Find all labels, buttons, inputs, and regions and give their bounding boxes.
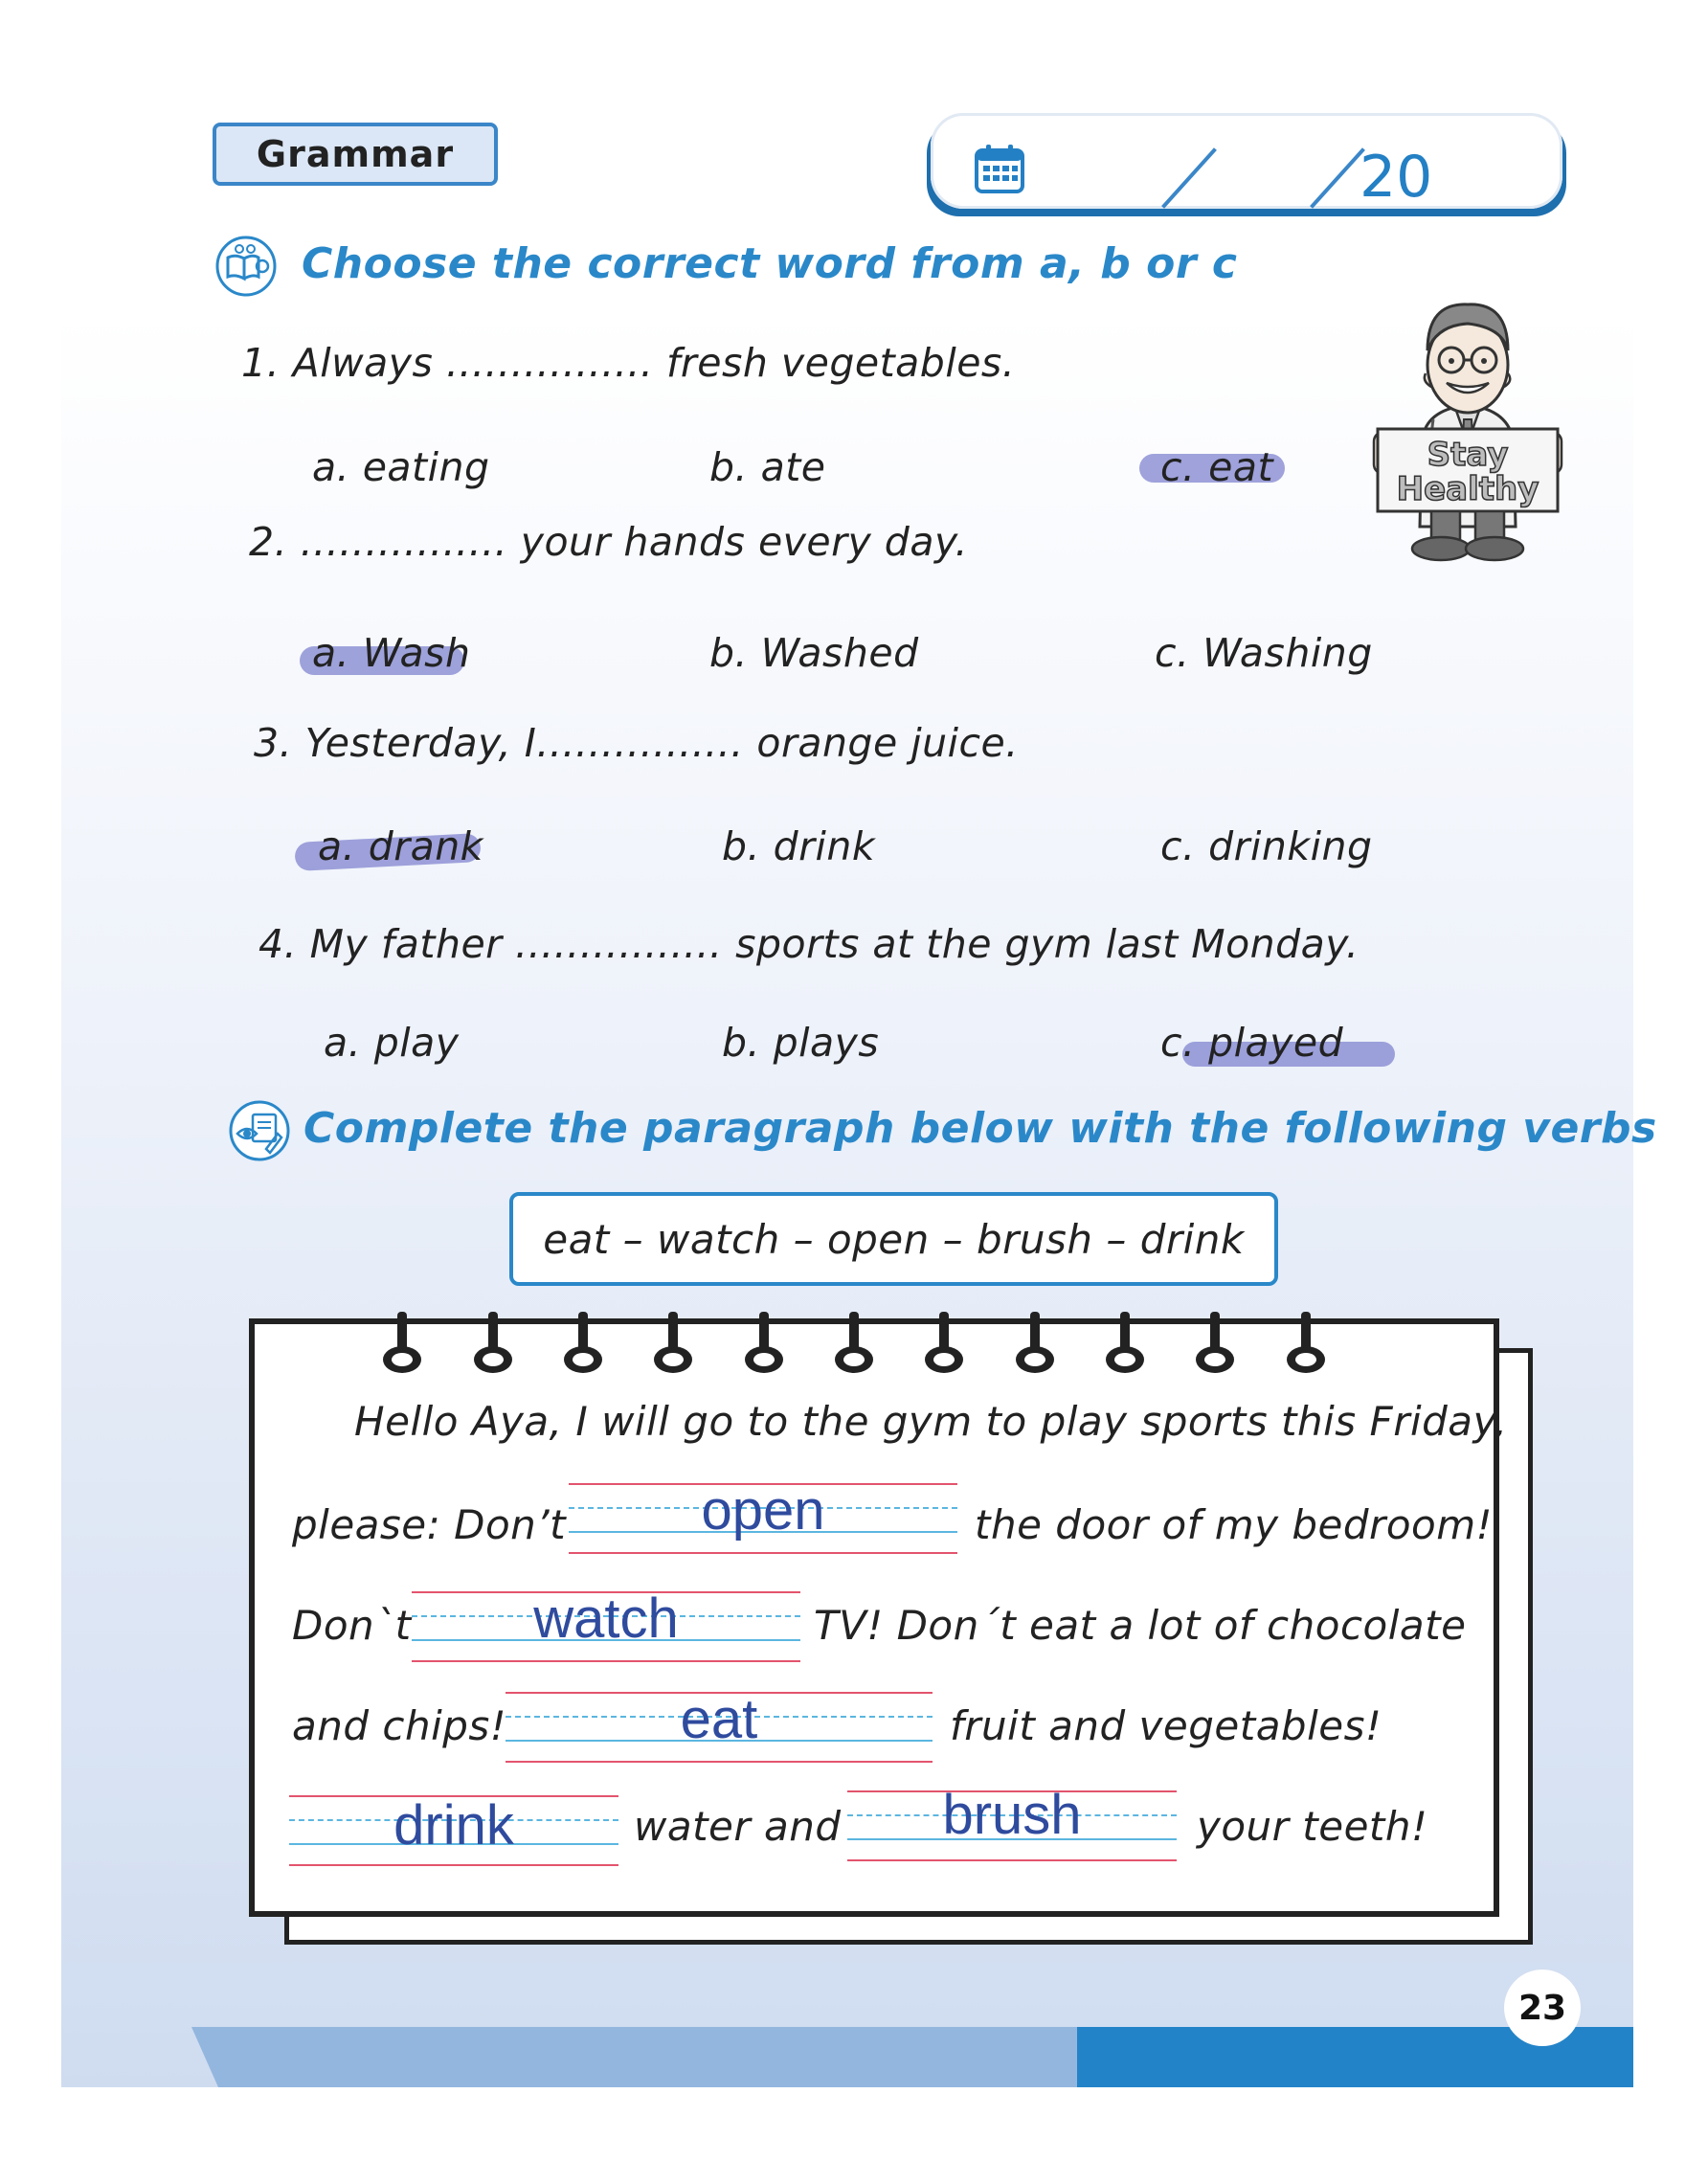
answer-field-5[interactable] bbox=[847, 1784, 1177, 1861]
question-4: 4. My father ................ sports at the gym last Monday. bbox=[258, 921, 1360, 967]
q4-option-a[interactable]: a. play bbox=[324, 1020, 460, 1066]
word-bank: eat – watch – open – brush – drink bbox=[509, 1192, 1278, 1286]
spiral-ring-icon bbox=[1193, 1310, 1237, 1379]
q2-option-c[interactable]: c. Washing bbox=[1155, 630, 1373, 676]
section1-title: Choose the correct word from a, b or c bbox=[302, 239, 1238, 288]
q2-option-b[interactable]: b. Washed bbox=[709, 630, 919, 676]
footer-band-light bbox=[191, 2027, 1077, 2087]
spiral-ring-icon bbox=[1103, 1310, 1147, 1379]
page-number: 23 bbox=[1504, 1970, 1581, 2046]
grammar-tag: Grammar bbox=[213, 123, 498, 186]
spiral-ring-icon bbox=[380, 1310, 424, 1379]
calendar-icon bbox=[973, 142, 1026, 195]
answer-field-2[interactable] bbox=[412, 1587, 800, 1662]
note-line-5-mid: water and bbox=[634, 1803, 842, 1850]
answer-field-1[interactable] bbox=[569, 1479, 957, 1554]
sign-line-2: Healthy bbox=[1396, 470, 1539, 508]
reading-pencil-icon bbox=[228, 1099, 291, 1162]
spiral-ring-icon bbox=[651, 1310, 695, 1379]
q3-option-a[interactable]: a. drank bbox=[318, 823, 483, 869]
spiral-ring-icon bbox=[1284, 1310, 1328, 1379]
q1-option-a[interactable]: a. eating bbox=[312, 444, 490, 490]
answer-field-3[interactable] bbox=[506, 1688, 933, 1763]
note-line-3-end: TV! Don´t eat a lot of chocolate bbox=[814, 1602, 1467, 1649]
answer-text-1: open bbox=[701, 1479, 825, 1542]
q4-option-b[interactable]: b. plays bbox=[722, 1020, 880, 1066]
spiral-ring-icon bbox=[922, 1310, 966, 1379]
q1-option-c[interactable]: c. eat bbox=[1160, 444, 1274, 490]
q1-option-b[interactable]: b. ate bbox=[709, 444, 826, 490]
section2-title: Complete the paragraph below with the following verbs bbox=[303, 1104, 1657, 1153]
question-3: 3. Yesterday, I................ orange juice. bbox=[254, 720, 1019, 766]
abc-book-icon bbox=[214, 235, 278, 298]
spiral-ring-icon bbox=[1013, 1310, 1057, 1379]
note-line-5-end: your teeth! bbox=[1197, 1803, 1428, 1850]
note-line-3-start: Don`t bbox=[292, 1602, 412, 1649]
date-total: 20 bbox=[1360, 144, 1433, 211]
note-line-1: Hello Aya, I will go to the gym to play sports this Friday, bbox=[354, 1398, 1508, 1445]
q3-option-c[interactable]: c. drinking bbox=[1160, 823, 1373, 869]
spiral-ring-icon bbox=[471, 1310, 515, 1379]
answer-text-2: watch bbox=[533, 1587, 679, 1650]
note-line-4-end: fruit and vegetables! bbox=[950, 1702, 1382, 1749]
spiral-ring-icon bbox=[742, 1310, 786, 1379]
answer-field-4[interactable] bbox=[289, 1795, 618, 1866]
note-line-2-start: please: Don’t bbox=[292, 1501, 567, 1548]
q3-option-b[interactable]: b. drink bbox=[722, 823, 876, 869]
question-1: 1. Always ................ fresh vegetables. bbox=[241, 340, 1016, 386]
q2-option-a[interactable]: a. Wash bbox=[312, 630, 471, 676]
spiral-ring-icon bbox=[832, 1310, 876, 1379]
q4-option-c[interactable]: c. played bbox=[1160, 1020, 1344, 1066]
answer-text-5: brush bbox=[942, 1784, 1082, 1846]
sign-line-1: Stay bbox=[1427, 436, 1509, 474]
note-line-4-start: and chips! bbox=[292, 1702, 507, 1749]
spiral-ring-icon bbox=[561, 1310, 605, 1379]
answer-text-3: eat bbox=[680, 1688, 758, 1750]
doctor-illustration bbox=[1364, 276, 1570, 568]
note-line-2-end: the door of my bedroom! bbox=[975, 1501, 1493, 1548]
answer-text-4: drink bbox=[393, 1794, 514, 1857]
question-2: 2. ................ your hands every day. bbox=[249, 519, 969, 565]
